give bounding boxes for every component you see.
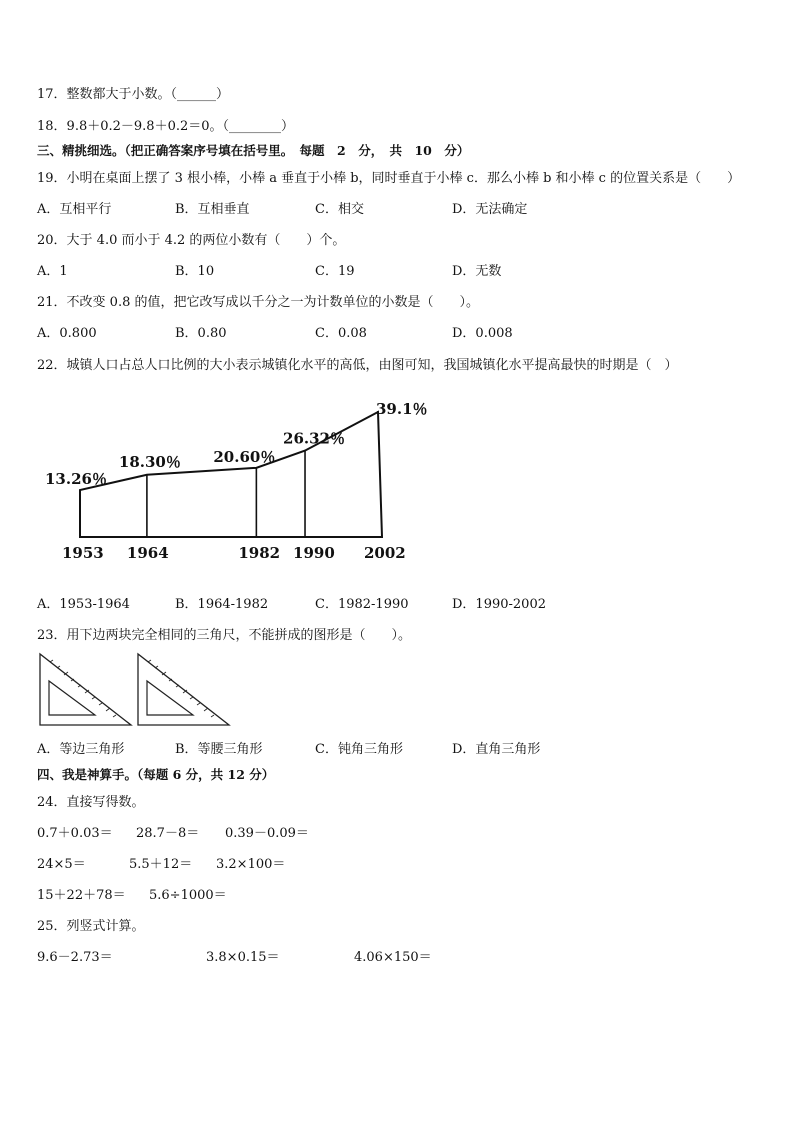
q21-option-b: B．0.80 (175, 326, 227, 341)
question-24-stem: 24．直接写得数。 (37, 795, 145, 810)
q23-option-c: C．钝角三角形 (315, 742, 403, 757)
q20-option-a: A．1 (37, 264, 68, 279)
q22-option-b: B．1964-1982 (175, 597, 269, 612)
chart-year-label: 1990 (293, 544, 335, 562)
set-square-right (136, 652, 232, 728)
q21-option-a: A．0.800 (37, 326, 97, 341)
question-20-stem: 20．大于 4.0 而小于 4.2 的两位小数有（ ）个。 (37, 233, 346, 248)
question-25-stem: 25．列竖式计算。 (37, 919, 145, 934)
q24-item: 5.5＋12＝ (129, 857, 193, 872)
q22-option-d: D．1990-2002 (452, 597, 546, 612)
q19-option-c: C．相交 (315, 202, 364, 217)
question-23-stem: 23．用下边两块完全相同的三角尺，不能拼成的图形是（ ）。 (37, 628, 412, 643)
q23-option-d: D．直角三角形 (452, 742, 541, 757)
q25-item: 9.6－2.73＝ (37, 950, 113, 965)
q25-item: 4.06×150＝ (354, 950, 432, 965)
chart-value-label: 13.26％ (45, 470, 107, 488)
chart-value-label: 20.60％ (213, 447, 276, 466)
q24-item: 0.39－0.09＝ (225, 826, 309, 841)
question-21-stem: 21．不改变 0.8 的值，把它改写成以千分之一为计数单位的小数是（ ）。 (37, 295, 479, 310)
q24-item: 24×5＝ (37, 857, 86, 872)
question-19-stem: 19．小明在桌面上摆了 3 根小棒，小棒 a 垂直于小棒 b，同时垂直于小棒 c．那么小棒 b 和小棒 c 的位置关系是（ ） (37, 171, 741, 186)
chart-year-label: 1964 (126, 544, 169, 562)
q20-option-b: B．10 (175, 264, 215, 279)
section-4-heading: 四、我是神算手。（每题 6 分，共 12 分） (37, 767, 275, 782)
chart-year-label: 1982 (238, 544, 281, 562)
q25-item: 3.8×0.15＝ (206, 950, 280, 965)
q19-option-b: B．互相垂直 (175, 202, 250, 217)
section-3-heading: 三、精挑细选。（把正确答案序号填在括号里。 每题 2 分， 共 10 分） (37, 143, 470, 158)
chart-year-label: 2002 (364, 544, 406, 562)
q24-item: 28.7－8＝ (136, 826, 200, 841)
q24-item: 5.6÷1000＝ (149, 888, 227, 903)
set-square-left (38, 652, 134, 728)
chart-year-label: 1953 (62, 544, 104, 562)
chart-value-label: 18.30％ (118, 452, 181, 471)
q23-option-a: A．等边三角形 (37, 742, 125, 757)
urbanization-chart (30, 395, 430, 570)
q21-option-c: C．0.08 (315, 326, 367, 341)
question-17: 17．整数都大于小数。（______） (37, 87, 230, 102)
q22-option-a: A．1953-1964 (37, 597, 130, 612)
q21-option-d: D．0.008 (452, 326, 513, 341)
q19-option-a: A．互相平行 (37, 202, 112, 217)
question-22-stem: 22．城镇人口占总人口比例的大小表示城镇化水平的高低，由图可知，我国城镇化水平提高最快的时期是（ ） (37, 358, 678, 373)
q24-item: 0.7＋0.03＝ (37, 826, 113, 841)
q23-option-b: B．等腰三角形 (175, 742, 263, 757)
q20-option-d: D．无数 (452, 264, 502, 279)
q22-option-c: C．1982-1990 (315, 597, 409, 612)
chart-value-label: 39.1％ (376, 400, 428, 418)
q24-item: 3.2×100＝ (216, 857, 286, 872)
q19-option-d: D．无法确定 (452, 202, 528, 217)
q24-item: 15＋22＋78＝ (37, 888, 126, 903)
chart-value-label: 26.32％ (283, 429, 346, 448)
q20-option-c: C．19 (315, 264, 355, 279)
question-18: 18．9.8＋0.2－9.8＋0.2＝0。（________） (37, 119, 295, 134)
